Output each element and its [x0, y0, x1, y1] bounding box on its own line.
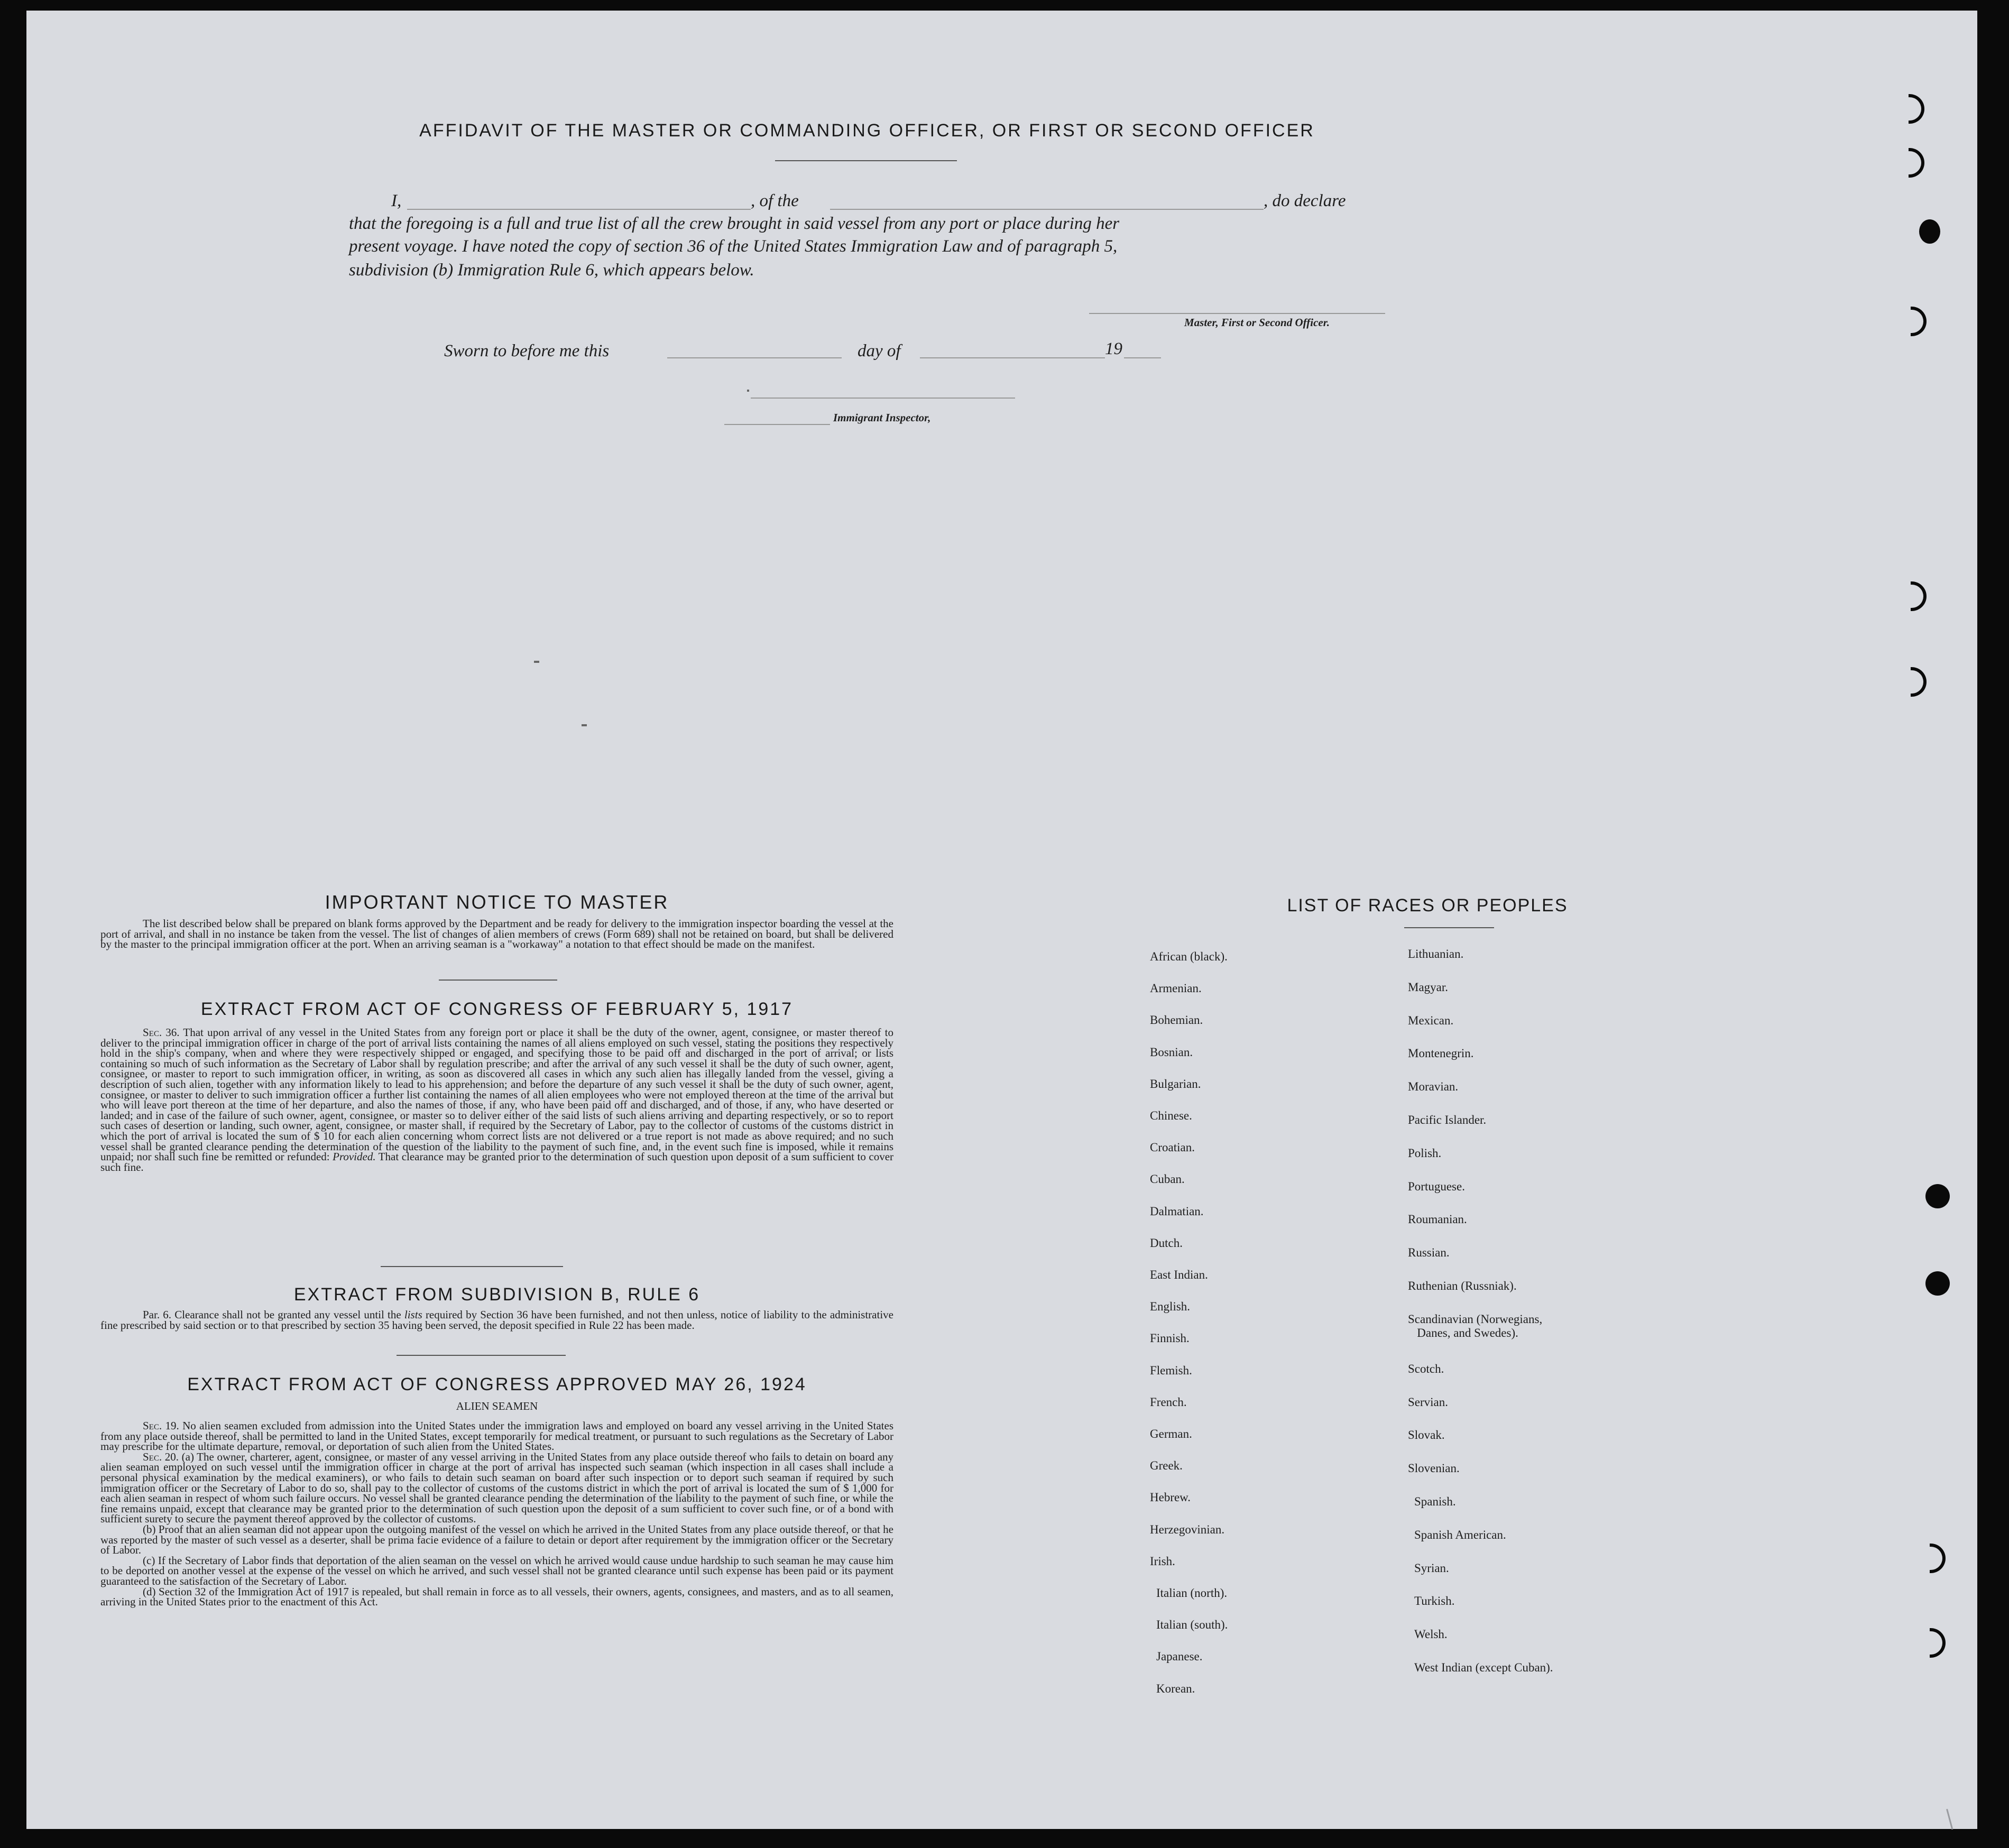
rule-6-body	[100, 1310, 893, 1330]
affidavit-line-2: present voyage. I have noted the copy of section 36 of the United States Immigration Law and of paragraph 5,	[349, 237, 1118, 256]
race-item: Finnish.	[1150, 1332, 1190, 1345]
inspector-signature-line	[751, 398, 1015, 399]
affidavit-line-3: subdivision (b) Immigration Rule 6, which appears below.	[349, 261, 754, 280]
race-item: African (black).	[1150, 950, 1228, 963]
race-item: Flemish.	[1150, 1363, 1192, 1377]
affidavit-title: AFFIDAVIT OF THE MASTER OR COMMANDING OFFICER, OR FIRST OR SECOND OFFICER	[419, 121, 1315, 141]
race-item: Korean.	[1156, 1681, 1195, 1695]
race-item: Scandinavian (Norwegians, Danes, and Swedes).	[1408, 1312, 1543, 1339]
race-item: Herzegovinian.	[1150, 1522, 1225, 1536]
races-title: LIST OF RACES OR PEOPLES	[1287, 895, 1568, 916]
race-item: Cuban.	[1150, 1172, 1185, 1186]
sec-19-label: Sec. 19.	[143, 1419, 179, 1432]
race-item: Bohemian.	[1150, 1013, 1203, 1027]
name-blank	[407, 209, 751, 210]
affidavit-first-line	[391, 191, 401, 211]
lists-label: lists	[404, 1308, 422, 1321]
race-item: Spanish.	[1414, 1495, 1456, 1508]
notice-text: The list described below shall be prepared on blank forms approved by the Department and be ready for delivery to the immigration inspector boarding the vessel at the port of arrival, and shall in no instance be taken from the vessel. The list of changes of alien members of crews (Form 689) shall not be retained on board, but shall be delivered by the master to the principal immigration officer at the port. When an arriving seaman is a "workaway" a notation to that effect should be made on the manifest.	[100, 917, 893, 951]
races-title-underline	[1404, 927, 1494, 928]
race-item: Bosnian.	[1150, 1045, 1193, 1059]
race-item: Bulgarian.	[1150, 1077, 1201, 1091]
race-item: Japanese.	[1156, 1650, 1203, 1664]
binder-hole-icon	[1925, 1184, 1950, 1208]
race-item: Servian.	[1408, 1395, 1449, 1409]
inspector-label: Immigrant Inspector,	[833, 411, 931, 424]
race-item: Spanish American.	[1414, 1528, 1506, 1541]
notice-body	[100, 919, 893, 950]
sec-20-label: Sec. 20.	[143, 1450, 179, 1463]
notice-title: IMPORTANT NOTICE TO MASTER	[325, 891, 669, 913]
race-item: German.	[1150, 1427, 1192, 1440]
binder-hole-icon	[1925, 1271, 1950, 1296]
race-item: Turkish.	[1414, 1594, 1455, 1608]
race-item: Welsh.	[1414, 1628, 1448, 1641]
binder-hole-icon	[1919, 219, 1940, 244]
race-item: Ruthenian (Russniak).	[1408, 1279, 1517, 1292]
extract-1917-divider	[381, 1266, 563, 1267]
race-item: Armenian.	[1150, 982, 1202, 995]
race-item: Roumanian.	[1408, 1213, 1467, 1226]
race-item: Irish.	[1150, 1554, 1175, 1568]
race-item: Slovenian.	[1408, 1462, 1460, 1475]
race-item: Syrian.	[1414, 1561, 1449, 1575]
vessel-blank	[830, 209, 1264, 210]
sec-20a-text: (a) The owner, charterer, agent, consignee, or master of any vessel arriving in the United States from any place outside thereof who fails to detain on board any alien seaman employed on such vessel until the immigration officer in charge at the port of arrival has inspected such seaman (which inspection in all cases shall include a personal physical examination by the medical examiners), or who fails to detain such seaman on board after such inspection or to deport such seaman if required by such immigration officer or the Secretary of Labor to do so, shall pay to the collector of customs of the customs district in which the port of arrival is located the sum of $ 1,000 for each alien seaman in respect of whom such failure occurs. No vessel shall be granted clearance pending the determination of the liability to the payment of such fine, or while the fine remains unpaid, except that clearance may be granted prior to the determination of such question upon the deposit of a sum sufficient to cover such fine, or of a bond with sufficient surety to secure the payment thereof approved by the collector of customs.	[100, 1450, 894, 1526]
race-item: Slovak.	[1408, 1428, 1445, 1442]
race-item: Hebrew.	[1150, 1491, 1191, 1504]
alien-seamen-subtitle: ALIEN SEAMEN	[456, 1400, 538, 1412]
race-item: East Indian.	[1150, 1268, 1208, 1281]
race-item: Dutch.	[1150, 1236, 1183, 1250]
race-item: Greek.	[1150, 1459, 1183, 1473]
year-blank	[1124, 357, 1161, 358]
race-item: Magyar.	[1408, 980, 1449, 994]
inspector-short-line	[724, 424, 830, 425]
race-item: Polish.	[1408, 1146, 1442, 1160]
i-label: I,	[391, 191, 402, 210]
affidavit-line-1: that the foregoing is a full and true list of all the crew brought in said vessel from any port or place during her	[349, 214, 1120, 233]
sworn-label: Sworn to before me this	[444, 341, 610, 361]
race-item: Russian.	[1408, 1246, 1450, 1260]
master-signature-label: Master, First or Second Officer.	[1184, 316, 1330, 329]
race-item: Croatian.	[1150, 1141, 1195, 1154]
sec-36-text: That upon arrival of any vessel in the United States from any foreign port or place it shall be the duty of the owner, agent, consignee, or master thereof to deliver to the principal immigration officer in charge of the port of arrival lists containing the names of all aliens employed on such vessel, stating the positions they respectively hold in the ship's company, when and where they were respectively shipped or engaged, and specifying those to be paid off and discharged in the port of arrival; or lists containing so much of such information as the Secretary of Labor shall by regulation prescribe; and after the arrival of any such vessel it shall be the duty of such owner, agent, consignee, or master to report to such immigration officer, in writing, as soon as discovered all cases in which any such alien has illegally landed from the vessel, giving a description of such alien, together with any information likely to lead to his apprehension; and before the departure of any such vessel it shall be the duty of such owner, agent, consignee, or master to deliver to such immigration officer a further list containing the names of all alien employees who were not employed thereon at the time of the arrival but who will leave port thereon at the time of her departure, and also the names of those, if any, who have been paid off and discharged, and of those, if any, who have deserted or landed; and in case of the failure of such owner, agent, consignee, or master so to deliver either of the said lists of such aliens arriving and departing respectively, or so to report such cases of desertion or landing, such owner, agent, consignee, or master shall, if required by the Secretary of Labor, pay to the collector of customs of the customs district in which the port of arrival is located the sum of $ 10 for each alien concerning whom correct lists are not delivered or a true report is not made as above required; and no such vessel shall be granted clearance pending the determination of the question of the liability to the payment of such fine, and, in the event such fine is imposed, while it remains unpaid; nor shall such fine be remitted or refunded:	[100, 1026, 893, 1163]
race-item: Pacific Islander.	[1408, 1113, 1487, 1126]
race-item: Portuguese.	[1408, 1179, 1465, 1193]
year-label: 19	[1105, 339, 1122, 358]
extract-1917-body	[100, 1028, 893, 1172]
race-item: Montenegrin.	[1408, 1047, 1474, 1060]
rule-6-title: EXTRACT FROM SUBDIVISION B, RULE 6	[293, 1285, 701, 1305]
title-underline	[775, 160, 957, 161]
sec-19-text: No alien seamen excluded from admission into the United States under the immigration laws and employed on board any vessel arriving in the United States from any place outside thereof, shall be permitted to land in the United States, except temporarily for medical treatment, or pursuant to such regulations as the Secretary of Labor may prescribe for the ultimate departure, removal, or deportation of such alien from the United States.	[100, 1419, 893, 1453]
day-of-label: day of	[858, 341, 901, 361]
of-the-label: , of the	[751, 191, 799, 210]
race-item: English.	[1150, 1300, 1191, 1314]
extract-1924-body	[100, 1421, 893, 1607]
sworn-day-blank	[667, 357, 842, 358]
sec-36-label: Sec. 36.	[143, 1026, 180, 1039]
sec-20d-text: (d) Section 32 of the Immigration Act of 1917 is repealed, but shall remain in force as to all vessels, their owners, agents, consignees, and masters, and as to all seamen, arriving in the United States prior to the enactment of this Act.	[100, 1585, 893, 1609]
do-declare-label: , do declare	[1264, 191, 1346, 210]
race-item: West Indian (except Cuban).	[1414, 1661, 1553, 1674]
race-item: Chinese.	[1150, 1109, 1192, 1122]
sec-20c-text: (c) If the Secretary of Labor finds that deportation of the alien seaman on the vessel on which he arrived would cause undue hardship to such seaman he may cause him to be deported on another vessel at the expense of the vessel on which he arrived, and such vessel shall not be granted clearance until such expense has been paid or its payment guaranteed to the satisfaction of the Secretary of Labor.	[100, 1554, 893, 1587]
sec-36-tail: That clearance may be granted prior to the determination of such question upon deposit of a sum sufficient to cover such fine.	[100, 1150, 894, 1174]
sec-20b-text: (b) Proof that an alien seaman did not appear upon the outgoing manifest of the vessel on which he arrived in the United States from any place outside thereof, or that he was reported by the master of such vessel as a deserter, shall be prima facie evidence of a failure to detain or deport after requirement by the immigration officer or the Secretary of Labor.	[100, 1522, 893, 1557]
notice-divider	[439, 980, 557, 981]
stray-mark	[747, 390, 749, 392]
rule-6-text-b: required by Section 36 have been furnished, and not then unless, notice of liability to the administrative fine prescribed by said section or to that prescribed by section 35 having been served, the deposit specified in Rule 22 has been made.	[100, 1308, 893, 1332]
race-item: Italian (south).	[1156, 1618, 1228, 1632]
rule-6-divider	[397, 1355, 566, 1356]
rule-6-text-a: Par. 6. Clearance shall not be granted any vessel until the	[143, 1308, 401, 1321]
race-item: Moravian.	[1408, 1080, 1459, 1094]
stray-mark	[582, 724, 587, 726]
extract-1917-title: EXTRACT FROM ACT OF CONGRESS OF FEBRUARY 5, 1917	[200, 999, 794, 1019]
extract-1924-title: EXTRACT FROM ACT OF CONGRESS APPROVED MAY 26, 1924	[187, 1374, 807, 1394]
race-item: Italian (north).	[1156, 1586, 1228, 1600]
race-item: Mexican.	[1408, 1013, 1454, 1027]
race-item: French.	[1150, 1395, 1187, 1409]
race-item: Lithuanian.	[1408, 947, 1464, 960]
provided-label: Provided.	[333, 1150, 376, 1163]
master-signature-line	[1089, 313, 1385, 314]
month-blank	[920, 357, 1105, 358]
race-item: Scotch.	[1408, 1362, 1444, 1375]
stray-mark	[534, 661, 539, 663]
race-item: Dalmatian.	[1150, 1204, 1204, 1218]
